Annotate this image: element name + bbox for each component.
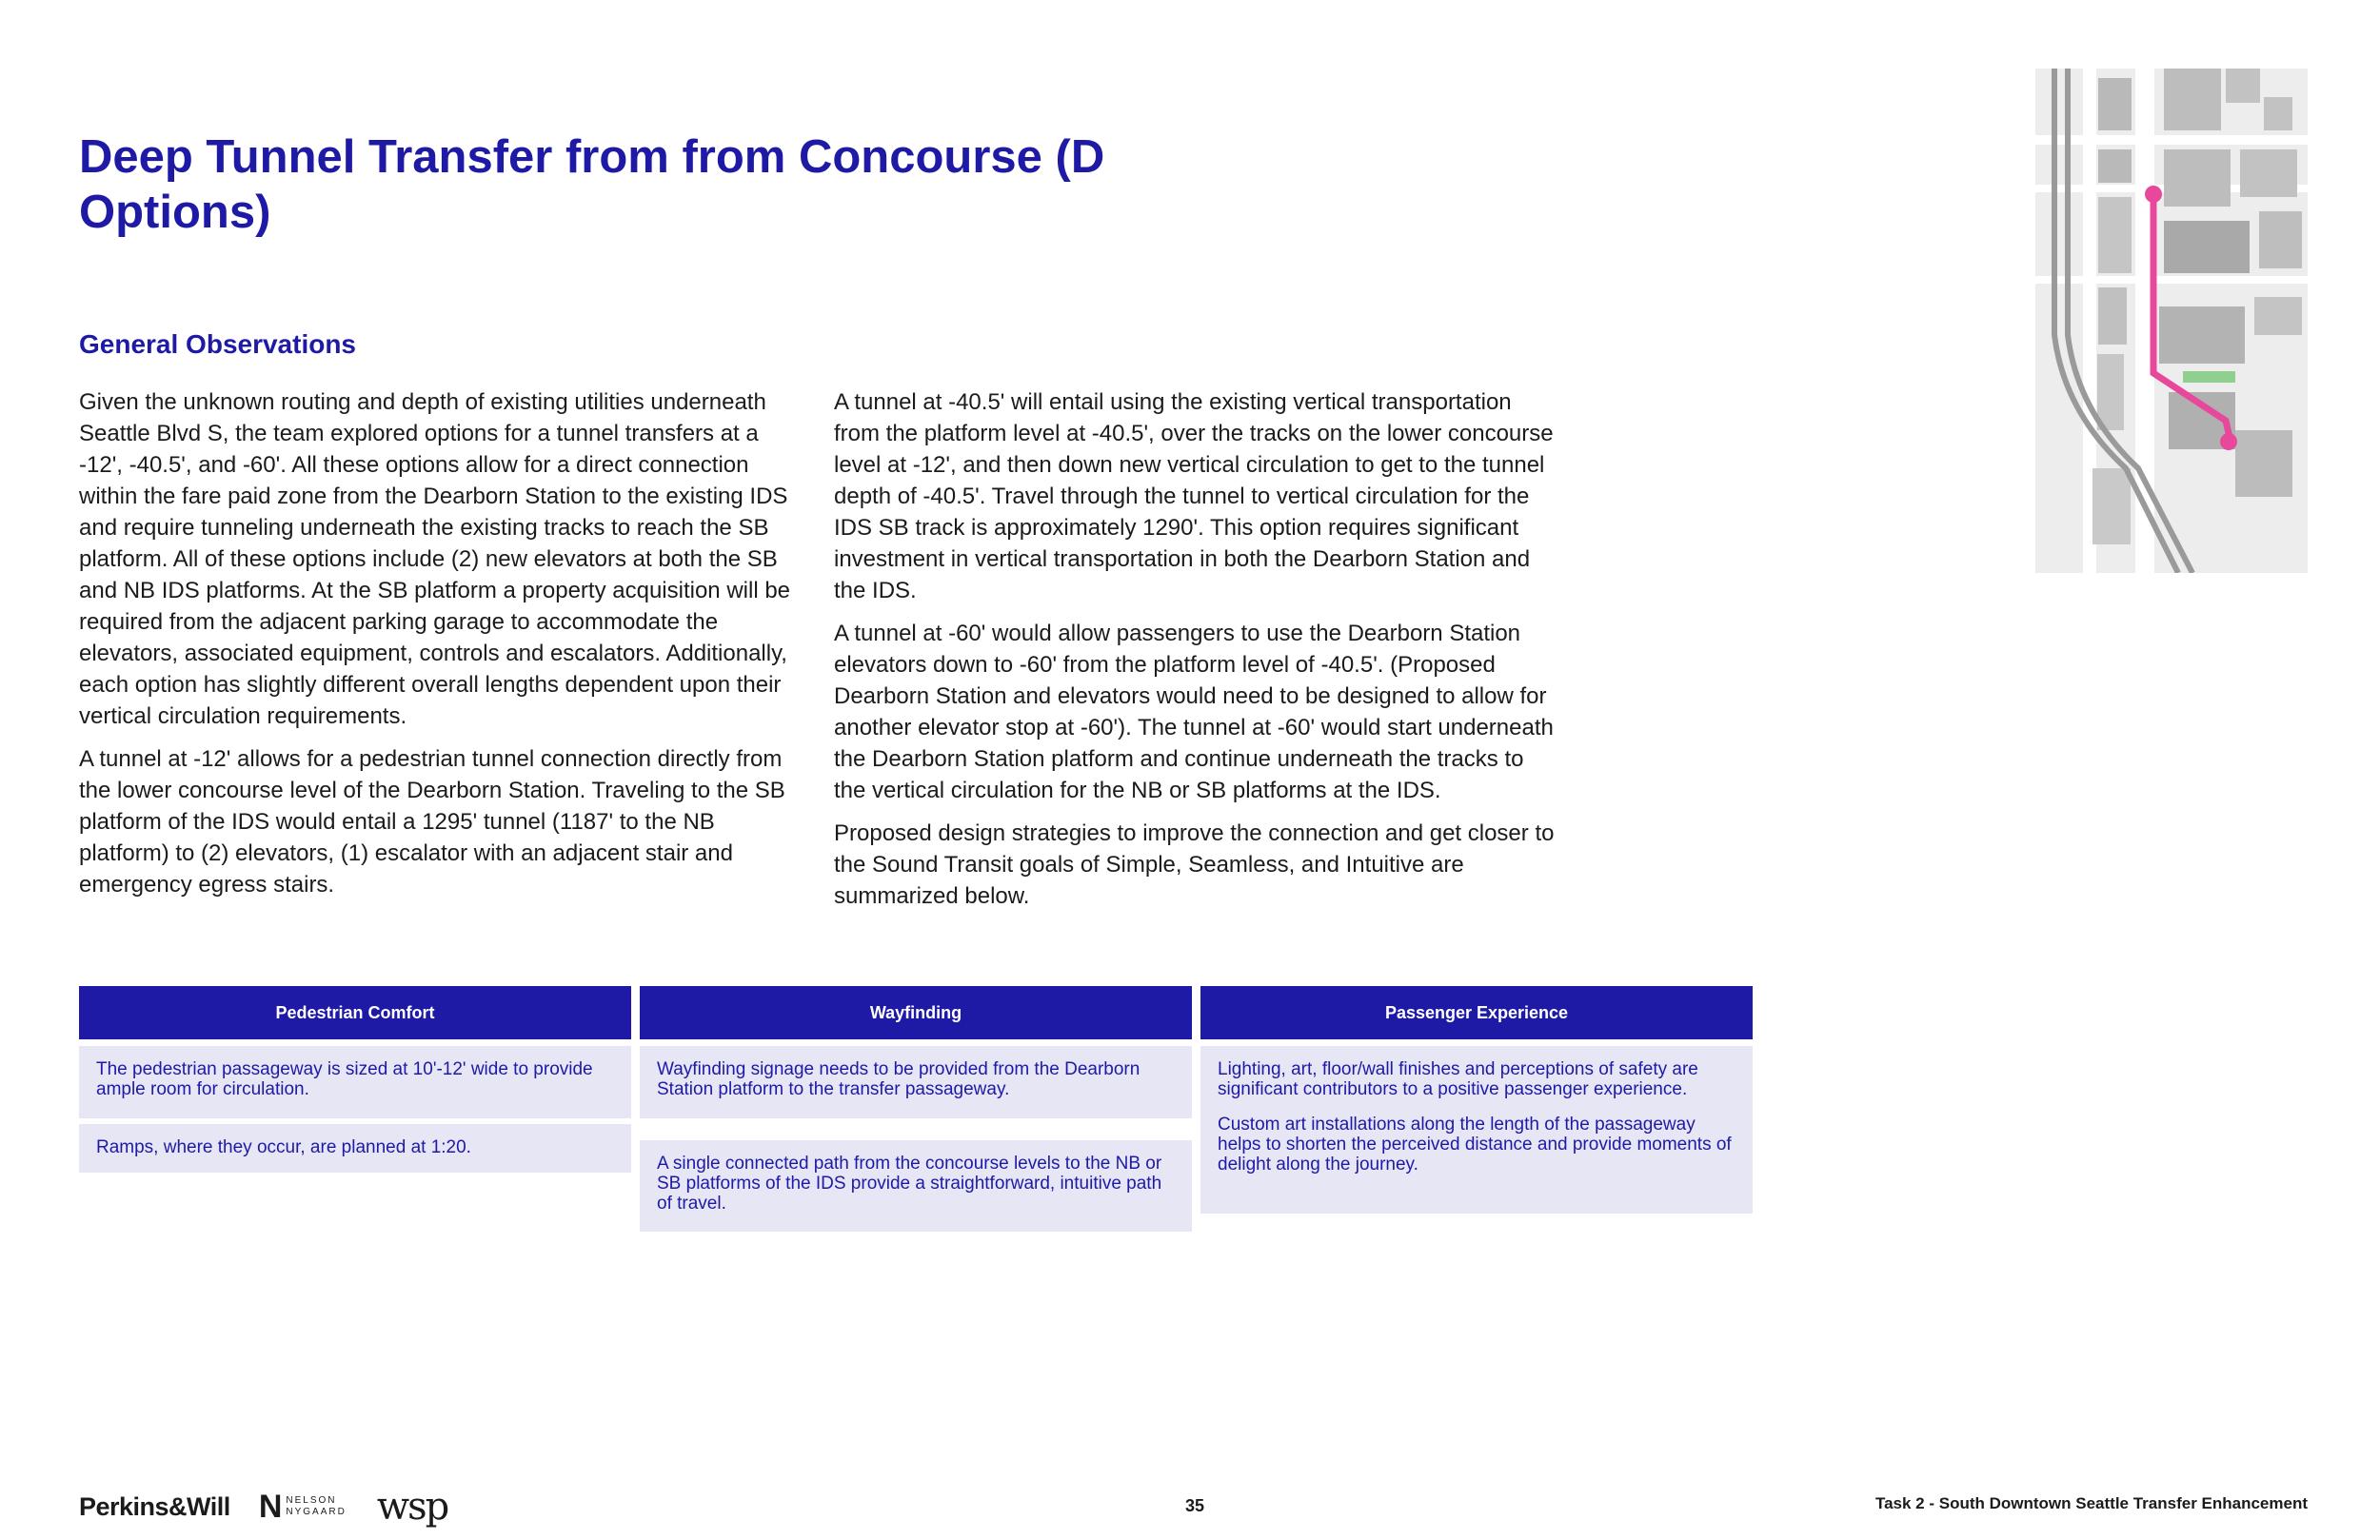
document-title: Task 2 - South Downtown Seattle Transfer Enhancement	[1874, 1494, 2308, 1512]
table-cell	[640, 1140, 1192, 1232]
column-header: Passenger Experience	[1200, 986, 1753, 1039]
nelson-line: NELSON	[286, 1495, 337, 1506]
page-number: 35	[1184, 1496, 1205, 1515]
paragraph: Proposed design strategies to improve the connection and get closer to the Sound Transit goals of Simple, Seamless, and Intuitive are summarized below.	[834, 820, 1555, 909]
site-map	[2035, 69, 2308, 573]
cell-text: A single connected path from the concourse levels to the NB or SB platforms of the IDS provide a straightforward, intuitive path of travel.	[657, 1154, 1162, 1214]
nygaard-line: NYGAARD	[286, 1507, 347, 1517]
site-map-graphic	[2035, 69, 2308, 573]
cell-text: The pedestrian passageway is sized at 10'-12' wide to provide ample room for circulation.	[96, 1059, 593, 1099]
table-cell	[79, 1124, 631, 1173]
pedestrian-comfort-column	[79, 986, 631, 1173]
body-column-left	[79, 386, 803, 912]
wsp-logo: wsp	[376, 1485, 448, 1529]
wayfinding-column	[640, 986, 1192, 1232]
section-heading: General Observations	[79, 329, 357, 359]
paragraph: A tunnel at -60' would allow passengers to use the Dearborn Station elevators down to -60' from the platform level of -40.5'. (Proposed Dearborn Station and elevators would need to be designed to allow for another elevator stop at -60'). The tunnel at -60' would start underneath the Dearborn Station platform and continue underneath the tracks to the vertical circulation for the NB or SB platforms at the IDS.	[834, 621, 1554, 803]
strategies-table	[79, 986, 1755, 1243]
cell-text: Ramps, where they occur, are planned at 1:20.	[96, 1137, 471, 1157]
table-cell	[79, 1046, 631, 1118]
paragraph: Given the unknown routing and depth of existing utilities underneath Seattle Blvd S, the team explored options for a tunnel transfers at a -12', -40.5', and -60'. All these options allow for a direct connection within the fare paid zone from the Dearborn Station to the existing IDS and require tunneling underneath the existing tracks to reach the SB platform. All of these options include (2) new elevators at both the SB and NB IDS platforms. At the SB platform a property acquisition will be required from the adjacent parking garage to accommodate the elevators, associated equipment, controls and escalators. Additionally, each option has slightly different overall lengths dependent upon their vertical circulation requirements.	[79, 389, 791, 729]
table-cell	[1200, 1046, 1753, 1214]
perkins-will-logo: Perkins&Will	[79, 1491, 230, 1521]
nelson-nygaard-wordmark	[286, 1495, 346, 1518]
passenger-experience-column	[1200, 986, 1753, 1214]
paragraph: A tunnel at -40.5' will entail using the existing vertical transportation from the platform level at -40.5', over the tracks on the lower concourse level at -12', and then down new vertical circulation to get to the tunnel depth of -40.5'. Travel through the tunnel to vertical circulation for the IDS SB track is approximately 1290'. This option requires significant investment in vertical transportation in both the Dearborn Station and the IDS.	[834, 389, 1554, 603]
nelson-nygaard-mark: N	[258, 1489, 283, 1525]
cell-text: Custom art installations along the length of the passageway helps to shorten the perceived distance and provide moments of delight along the journey.	[1218, 1115, 1732, 1175]
nelson-nygaard-logo	[259, 1491, 347, 1523]
cell-text: Lighting, art, floor/wall finishes and perceptions of safety are significant contributors to a positive passenger experience.	[1218, 1059, 1698, 1099]
column-header: Pedestrian Comfort	[79, 986, 631, 1039]
body-column-right	[834, 386, 1557, 923]
column-header: Wayfinding	[640, 986, 1192, 1039]
paragraph: A tunnel at -12' allows for a pedestrian tunnel connection directly from the lower concourse level of the Dearborn Station. Traveling to the SB platform of the IDS would entail a 1295' tunnel (1187' to the NB platform) to (2) elevators, (1) escalator with an adjacent stair and emergency egress stairs.	[79, 746, 785, 898]
partner-logos	[79, 1487, 447, 1527]
cell-text: Wayfinding signage needs to be provided from the Dearborn Station platform to the transfer passageway.	[657, 1059, 1140, 1099]
table-cell	[640, 1046, 1192, 1118]
page-title: Deep Tunnel Transfer from from Concourse (D Options)	[79, 131, 1105, 238]
